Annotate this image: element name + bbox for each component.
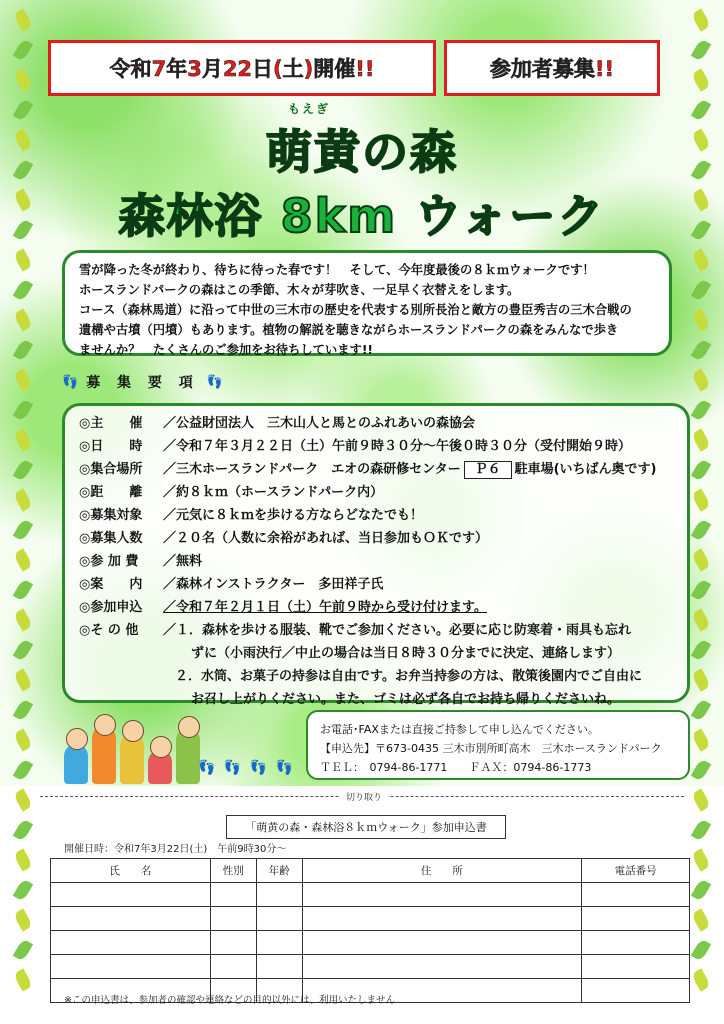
detail-datetime <box>79 435 673 458</box>
intro-line: ホースランドパークの森はこの季節、木々が芽吹き、一足早く衣替えをします。 <box>79 283 520 297</box>
recruiting-banner: 参加者募集!! <box>444 40 660 96</box>
title-ruby: もえぎ <box>288 102 331 116</box>
column-header-phone: 電話番号 <box>582 859 690 883</box>
contact-address: 【申込先】〒673-0435 三木市別所町高木 三木ホースランドパーク <box>320 742 662 755</box>
gender-cell[interactable] <box>210 931 256 955</box>
detail-organizer <box>79 412 673 435</box>
detail-guide <box>79 573 673 596</box>
detail-value: ／森林インストラクター 多田祥子氏 <box>163 577 384 592</box>
detail-value: ／三木ホースランドパーク エオの森研修センター <box>163 462 461 477</box>
application-form-table <box>50 858 690 1003</box>
name-cell[interactable] <box>51 955 211 979</box>
privacy-note: ※この申込書は、参加者の確認や連絡などの目的以外には、利用いたしません <box>64 995 395 1006</box>
column-header-name: 氏 名 <box>51 859 211 883</box>
phone-cell[interactable] <box>582 907 690 931</box>
table-row <box>51 907 690 931</box>
phone-cell[interactable] <box>582 979 690 1003</box>
parking-p6-badge: Ｐ６ <box>464 461 512 479</box>
details-box <box>62 403 690 707</box>
phone-cell[interactable] <box>582 931 690 955</box>
detail-apply <box>79 596 673 619</box>
footprints-icon: 👣 👣 👣 👣 <box>198 760 296 776</box>
detail-capacity <box>79 527 673 550</box>
sub-title: 森林浴 8km ウォーク <box>118 189 606 243</box>
detail-note: ずに（小雨決行／中止の場合は当日８時３０分までに決定、連絡します） <box>191 646 621 661</box>
detail-meeting <box>79 458 673 481</box>
contact-phone-fax: ＴＥＬ： 0794-86-1771 ＦＡＸ：0794-86-1773 <box>320 761 592 774</box>
column-header-gender: 性別 <box>210 859 256 883</box>
detail-label: ◎参加申込 <box>79 600 143 615</box>
detail-value: ／約８ｋｍ（ホースランドパーク内） <box>163 485 384 500</box>
table-row <box>51 931 690 955</box>
detail-value: ／令和７年２月１日（土）午前９時から受け付けます。 <box>163 600 487 615</box>
table-row <box>51 955 690 979</box>
event-date-banner: 令和7年3月22日(土)開催!! <box>48 40 436 96</box>
intro-box <box>62 250 672 356</box>
detail-value: 駐車場(いちばん奥です) <box>514 462 657 477</box>
column-header-address: 住 所 <box>302 859 582 883</box>
age-cell[interactable] <box>256 955 302 979</box>
detail-label: ◎案 内 <box>79 577 143 592</box>
contact-box <box>306 710 690 780</box>
detail-target <box>79 504 673 527</box>
detail-distance <box>79 481 673 504</box>
family-illustration <box>56 712 206 784</box>
phone-cell[interactable] <box>582 883 690 907</box>
detail-label: ◎そ の 他 <box>79 623 139 638</box>
detail-label: ◎距 離 <box>79 485 143 500</box>
detail-value: ／令和７年３月２２日（土）午前９時３０分～午後０時３０分（受付開始９時） <box>163 439 632 454</box>
detail-value: ／元気に８ｋｍを歩ける方ならどなたでも！ <box>163 508 424 523</box>
section-heading <box>62 372 223 392</box>
address-cell[interactable] <box>302 907 582 931</box>
intro-line: 遺構や古墳（円墳）もあります。植物の解説を聴きながらホースランドパークの森をみんなで歩き <box>79 323 619 337</box>
phone-cell[interactable] <box>582 955 690 979</box>
intro-line: 雪が降った冬が終わり、待ちに待った春です！ そして、今年度最後の８ｋｍウォークです！ <box>79 263 595 277</box>
age-cell[interactable] <box>256 907 302 931</box>
detail-label: ◎募集対象 <box>79 508 143 523</box>
detail-note: お召し上がりください。また、ゴミは必ず各自でお持ち帰りくださいね。 <box>191 692 621 707</box>
detail-value: ／公益財団法人 三木山人と馬とのふれあいの森協会 <box>163 416 476 431</box>
detail-value: ／１．森林を歩ける服装、靴でご参加ください。必要に応じ防寒着・雨具も忘れ <box>163 623 632 638</box>
footprints-icon: 👣 <box>206 374 223 390</box>
name-cell[interactable] <box>51 883 211 907</box>
footprints-icon: 👣 <box>62 374 79 390</box>
intro-line: ませんか？ たくさんのご参加をお待ちしています!! <box>79 343 374 357</box>
detail-label: ◎募集人数 <box>79 531 143 546</box>
address-cell[interactable] <box>302 955 582 979</box>
main-title: 萌黄の森 <box>266 125 458 179</box>
form-date: 開催日時：令和7年3月22日(土) 午前9時30分～ <box>64 844 287 855</box>
contact-instruction: お電話･FAXまたは直接ご持参して申し込んでください。 <box>320 723 599 736</box>
detail-note: ２．水筒、お菓子の持参は自由です。お弁当持参の方は、散策後園内でご自由に <box>175 669 642 684</box>
name-cell[interactable] <box>51 907 211 931</box>
gender-cell[interactable] <box>210 907 256 931</box>
detail-label: ◎参 加 費 <box>79 554 139 569</box>
detail-label: ◎日 時 <box>79 439 143 454</box>
address-cell[interactable] <box>302 883 582 907</box>
detail-fee <box>79 550 673 573</box>
section-title: 募 集 要 項 <box>86 375 199 391</box>
detail-value: ／２０名（人数に余裕があれば、当日参加もＯＫです） <box>163 531 489 546</box>
table-row <box>51 883 690 907</box>
column-header-age: 年齢 <box>256 859 302 883</box>
cut-label: 切り取り <box>340 790 388 803</box>
address-cell[interactable] <box>302 931 582 955</box>
form-title: 「萌黄の森・森林浴８ｋｍウォーク」参加申込書 <box>226 815 506 839</box>
age-cell[interactable] <box>256 883 302 907</box>
detail-value: ／無料 <box>163 554 203 569</box>
intro-line: コース（森林馬道）に沿って中世の三木市の歴史を代表する別所長治と敵方の豊臣秀吉の三木合戦の <box>79 303 632 317</box>
name-cell[interactable] <box>51 931 211 955</box>
detail-label: ◎集合場所 <box>79 462 143 477</box>
table-header-row <box>51 859 690 883</box>
detail-other <box>79 619 673 642</box>
age-cell[interactable] <box>256 931 302 955</box>
detail-label: ◎主 催 <box>79 416 143 431</box>
gender-cell[interactable] <box>210 883 256 907</box>
gender-cell[interactable] <box>210 955 256 979</box>
